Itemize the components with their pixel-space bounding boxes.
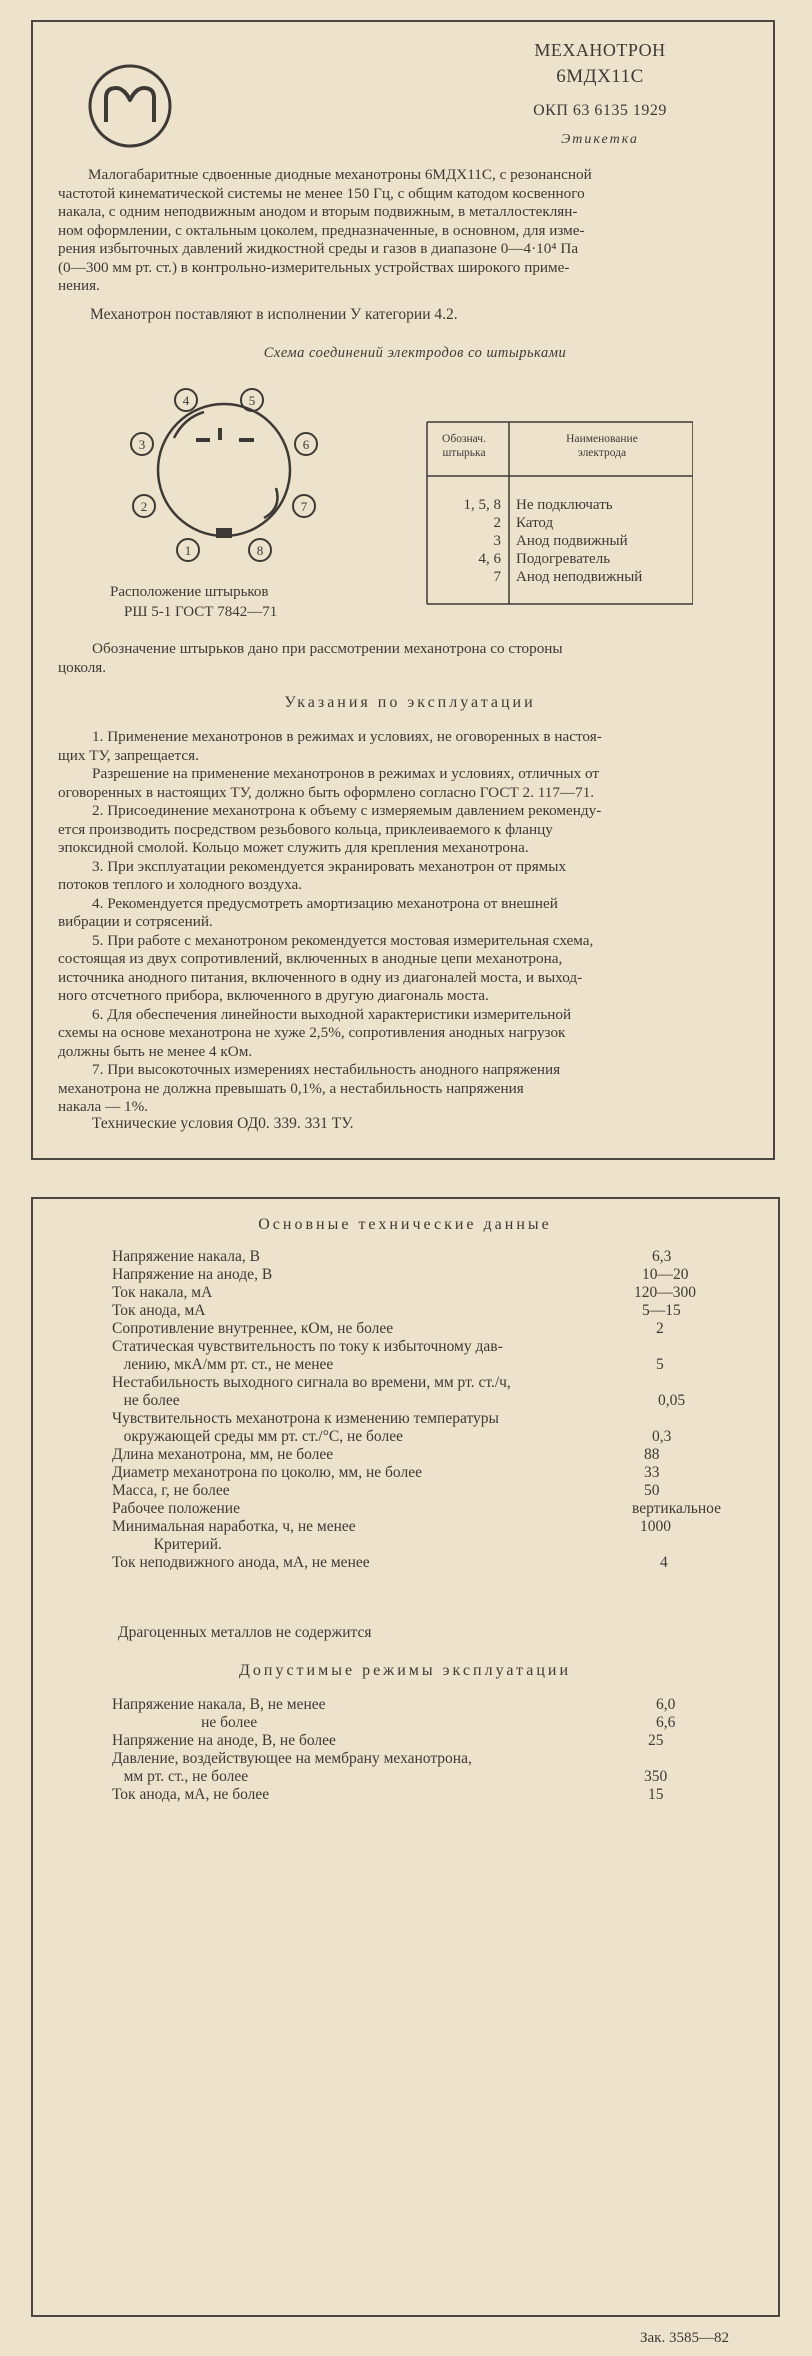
header-model: 6МДХ11С xyxy=(556,66,644,87)
usage-line: состоящая из двух сопротивлений, включенных в анодные цепи механотрона, xyxy=(58,950,563,967)
spec-label: Ток неподвижного анода, мА, не менее xyxy=(112,1554,370,1571)
spec-label: окружающей среды мм рт. ст./°С, не более xyxy=(112,1428,403,1445)
table-header-pin xyxy=(423,432,505,460)
pin-note-line: цоколя. xyxy=(58,658,107,676)
mode-value: 25 xyxy=(648,1732,664,1749)
svg-text:6: 6 xyxy=(302,437,310,452)
mode-value: 350 xyxy=(644,1768,668,1785)
pin-3 xyxy=(131,433,153,455)
intro-line: (0—300 мм рт. ст.) в контрольно-измерительных устройствах широкого приме- xyxy=(58,258,570,276)
tech-data-title: Основные технические данные xyxy=(258,1216,552,1233)
usage-line: 6. Для обеспечения линейности выходной характеристики измерительной xyxy=(92,1005,572,1023)
mode-label: Напряжение накала, В, не менее xyxy=(112,1696,326,1713)
usage-instructions xyxy=(58,728,746,1117)
supply-note: Механотрон поставляют в исполнении У категории 4.2. xyxy=(90,306,458,323)
mode-label: Ток анода, мА, не более xyxy=(112,1786,270,1803)
spec-label: Чувствительность механотрона к изменению температуры xyxy=(112,1410,499,1427)
spec-label: Нестабильность выходного сигнала во времени, мм рт. ст./ч, xyxy=(112,1374,511,1391)
pin-caption-title: Расположение штырьков xyxy=(110,584,269,600)
usage-title: Указания по эксплуатации xyxy=(284,694,536,711)
usage-line: схемы на основе механотрона не хуже 2,5%, сопротивления анодных нагрузок xyxy=(58,1024,566,1041)
svg-text:7: 7 xyxy=(300,499,308,514)
table-cell-name: Катод xyxy=(516,515,554,531)
svg-text:2: 2 xyxy=(140,499,148,514)
pin-7 xyxy=(293,495,315,517)
pin-layout-diagram xyxy=(124,378,324,578)
schema-caption: Схема соединений электродов со штырьками xyxy=(263,345,567,361)
spec-value: 5 xyxy=(656,1356,664,1373)
pin-5 xyxy=(241,389,263,411)
usage-line: оговоренных в настоящих ТУ, должно быть оформлено согласно ГОСТ 2. 117—71. xyxy=(58,783,595,801)
intro-line: нения. xyxy=(58,277,100,294)
spec-label: Ток накала, мА xyxy=(112,1284,213,1301)
mode-value: 15 xyxy=(648,1786,664,1803)
mode-label: Напряжение на аноде, В, не более xyxy=(112,1732,336,1749)
svg-text:4: 4 xyxy=(182,393,190,408)
electrode-table xyxy=(423,420,693,606)
pin-2 xyxy=(133,495,155,517)
pin-4 xyxy=(175,389,197,411)
spec-label: Напряжение на аноде, В xyxy=(112,1266,273,1283)
pin-6 xyxy=(295,433,317,455)
pin-note-line: Обозначение штырьков дано при рассмотрении механотрона со стороны xyxy=(92,640,563,657)
table-header-electrode-line: Наименование xyxy=(566,433,638,445)
usage-line: ется производить посредством резьбового кольца, приклеиваемого к фланцу xyxy=(58,820,553,838)
tech-specs-list xyxy=(112,1248,762,1648)
spec-value: 1000 xyxy=(640,1518,671,1535)
usage-line: 5. При работе с механотроном рекомендуется мостовая измерительная схема, xyxy=(92,931,594,949)
pin-1 xyxy=(177,539,199,561)
table-cell-pins: 1, 5, 8 xyxy=(463,497,501,513)
spec-value: 88 xyxy=(644,1446,660,1463)
mode-value: 6,6 xyxy=(656,1714,676,1731)
modes-title: Допустимые режимы эксплуатации xyxy=(238,1662,572,1679)
spec-value: 0,3 xyxy=(652,1428,672,1445)
mode-label: мм рт. ст., не более xyxy=(112,1768,249,1785)
spec-value: 2 xyxy=(656,1320,664,1337)
usage-line: механотрона не должна превышать 0,1%, а нестабильность напряжения xyxy=(58,1079,524,1097)
spec-value: вертикальное xyxy=(632,1500,721,1517)
table-cell-pins: 2 xyxy=(493,515,501,531)
modes-list xyxy=(112,1696,762,1846)
table-cell-name: Анод неподвижный xyxy=(516,569,643,585)
svg-text:3: 3 xyxy=(138,437,146,452)
spec-label: Масса, г, не более xyxy=(112,1482,230,1499)
usage-line: 7. При высокоточных измерениях нестабильность анодного напряжения xyxy=(92,1061,561,1078)
header-okp: ОКП 63 6135 1929 xyxy=(533,102,667,119)
spec-value: 0,05 xyxy=(658,1392,686,1409)
table-header-pin-line: штырька xyxy=(442,447,486,459)
pin-note xyxy=(58,640,746,677)
spec-value: 4 xyxy=(660,1554,668,1571)
intro-line: частотой кинематической системы не менее 150 Гц, с общим катодом косвенного xyxy=(58,184,585,202)
spec-value: 6,3 xyxy=(652,1248,672,1265)
spec-label: Сопротивление внутреннее, кОм, не более xyxy=(112,1320,394,1337)
precious-metals-note: Драгоценных металлов не содержится xyxy=(118,1624,372,1641)
intro-line: ном оформлении, с октальным цоколем, предназначенные, в основном, для изме- xyxy=(58,221,585,239)
spec-label: Длина механотрона, мм, не более xyxy=(112,1446,334,1463)
header-title: МЕХАНОТРОН xyxy=(534,40,666,60)
table-cell-pins: 3 xyxy=(493,533,501,549)
usage-line: Разрешение на применение механотронов в режимах и условиях, отличных от xyxy=(92,765,600,782)
usage-line: эпоксидной смолой. Кольцо может служить для крепления механотрона. xyxy=(58,839,529,856)
svg-text:1: 1 xyxy=(184,543,192,558)
table-cell-name: Подогреватель xyxy=(516,551,611,567)
spec-value: 5—15 xyxy=(642,1302,681,1319)
usage-line: источника анодного питания, включенного в одну из диагоналей моста, и выход- xyxy=(58,968,583,986)
pin-caption-standard: РШ 5-1 ГОСТ 7842—71 xyxy=(124,604,278,620)
usage-line: 1. Применение механотронов в режимах и условиях, не оговоренных в настоя- xyxy=(92,728,602,745)
table-header-pin-line: Обознач. xyxy=(442,433,486,445)
spec-label: Ток анода, мА xyxy=(112,1302,206,1319)
table-cell-pins: 7 xyxy=(493,569,501,585)
svg-text:8: 8 xyxy=(256,543,264,558)
usage-line: должны быть не менее 4 кОм. xyxy=(58,1042,253,1060)
pin-8 xyxy=(249,539,271,561)
intro-line: рения избыточных давлений жидкостной среды и газов в диапазоне 0—4·10⁴ Па xyxy=(58,240,579,257)
spec-value: 10—20 xyxy=(642,1266,689,1283)
table-header-electrode-line: электрода xyxy=(577,447,627,459)
usage-line: 2. Присоединение механотрона к объему с измеряемым давлением рекоменду- xyxy=(92,802,602,819)
spec-label: лению, мкА/мм рт. ст., не менее xyxy=(112,1356,334,1373)
table-cell-name: Анод подвижный xyxy=(516,533,628,549)
spec-value: 120—300 xyxy=(634,1284,696,1301)
spec-label: Рабочее положение xyxy=(112,1500,240,1517)
spec-label: Минимальная наработка, ч, не менее xyxy=(112,1518,356,1535)
table-cell-name: Не подключать xyxy=(516,497,613,513)
spec-value: 50 xyxy=(644,1482,660,1499)
spec-label: Статическая чувствительность по току к избыточному дав- xyxy=(112,1338,503,1355)
usage-line: накала — 1%. xyxy=(58,1098,149,1115)
spec-label: Напряжение накала, В xyxy=(112,1248,260,1265)
spec-label: не более xyxy=(112,1392,180,1409)
intro-line: накала, с одним неподвижным анодом и вторым подвижным, в металлостеклян- xyxy=(58,203,578,220)
spec-label: Диаметр механотрона по цоколю, мм, не более xyxy=(112,1464,422,1481)
order-number: Зак. 3585—82 xyxy=(640,2330,729,2346)
table-header-electrode xyxy=(511,432,693,460)
intro-line: Малогабаритные сдвоенные диодные механотроны 6МДХ11С, с резонансной xyxy=(88,166,592,183)
usage-line: вибрации и сотрясений. xyxy=(58,913,213,930)
mode-label: не более xyxy=(112,1714,258,1731)
intro-paragraph xyxy=(58,166,746,296)
manufacturer-logo xyxy=(86,62,174,150)
usage-line: 4. Рекомендуется предусмотреть амортизацию механотрона от внешней xyxy=(92,894,558,912)
header-label: Этикетка xyxy=(561,132,639,147)
spec-label: Критерий. xyxy=(142,1536,222,1553)
mode-label: Давление, воздействующее на мембрану механотрона, xyxy=(112,1750,472,1767)
svg-text:5: 5 xyxy=(248,393,256,408)
mode-value: 6,0 xyxy=(656,1696,676,1713)
usage-line: ного отсчетного прибора, включенного в другую диагональ моста. xyxy=(58,987,489,1004)
spec-value: 33 xyxy=(644,1464,660,1481)
table-cell-pins: 4, 6 xyxy=(478,551,501,567)
usage-line: потоков теплого и холодного воздуха. xyxy=(58,876,303,893)
technical-conditions: Технические условия ОД0. 339. 331 ТУ. xyxy=(92,1115,354,1132)
usage-line: щих ТУ, запрещается. xyxy=(58,746,199,764)
usage-line: 3. При эксплуатации рекомендуется экранировать механотрон от прямых xyxy=(92,857,567,875)
